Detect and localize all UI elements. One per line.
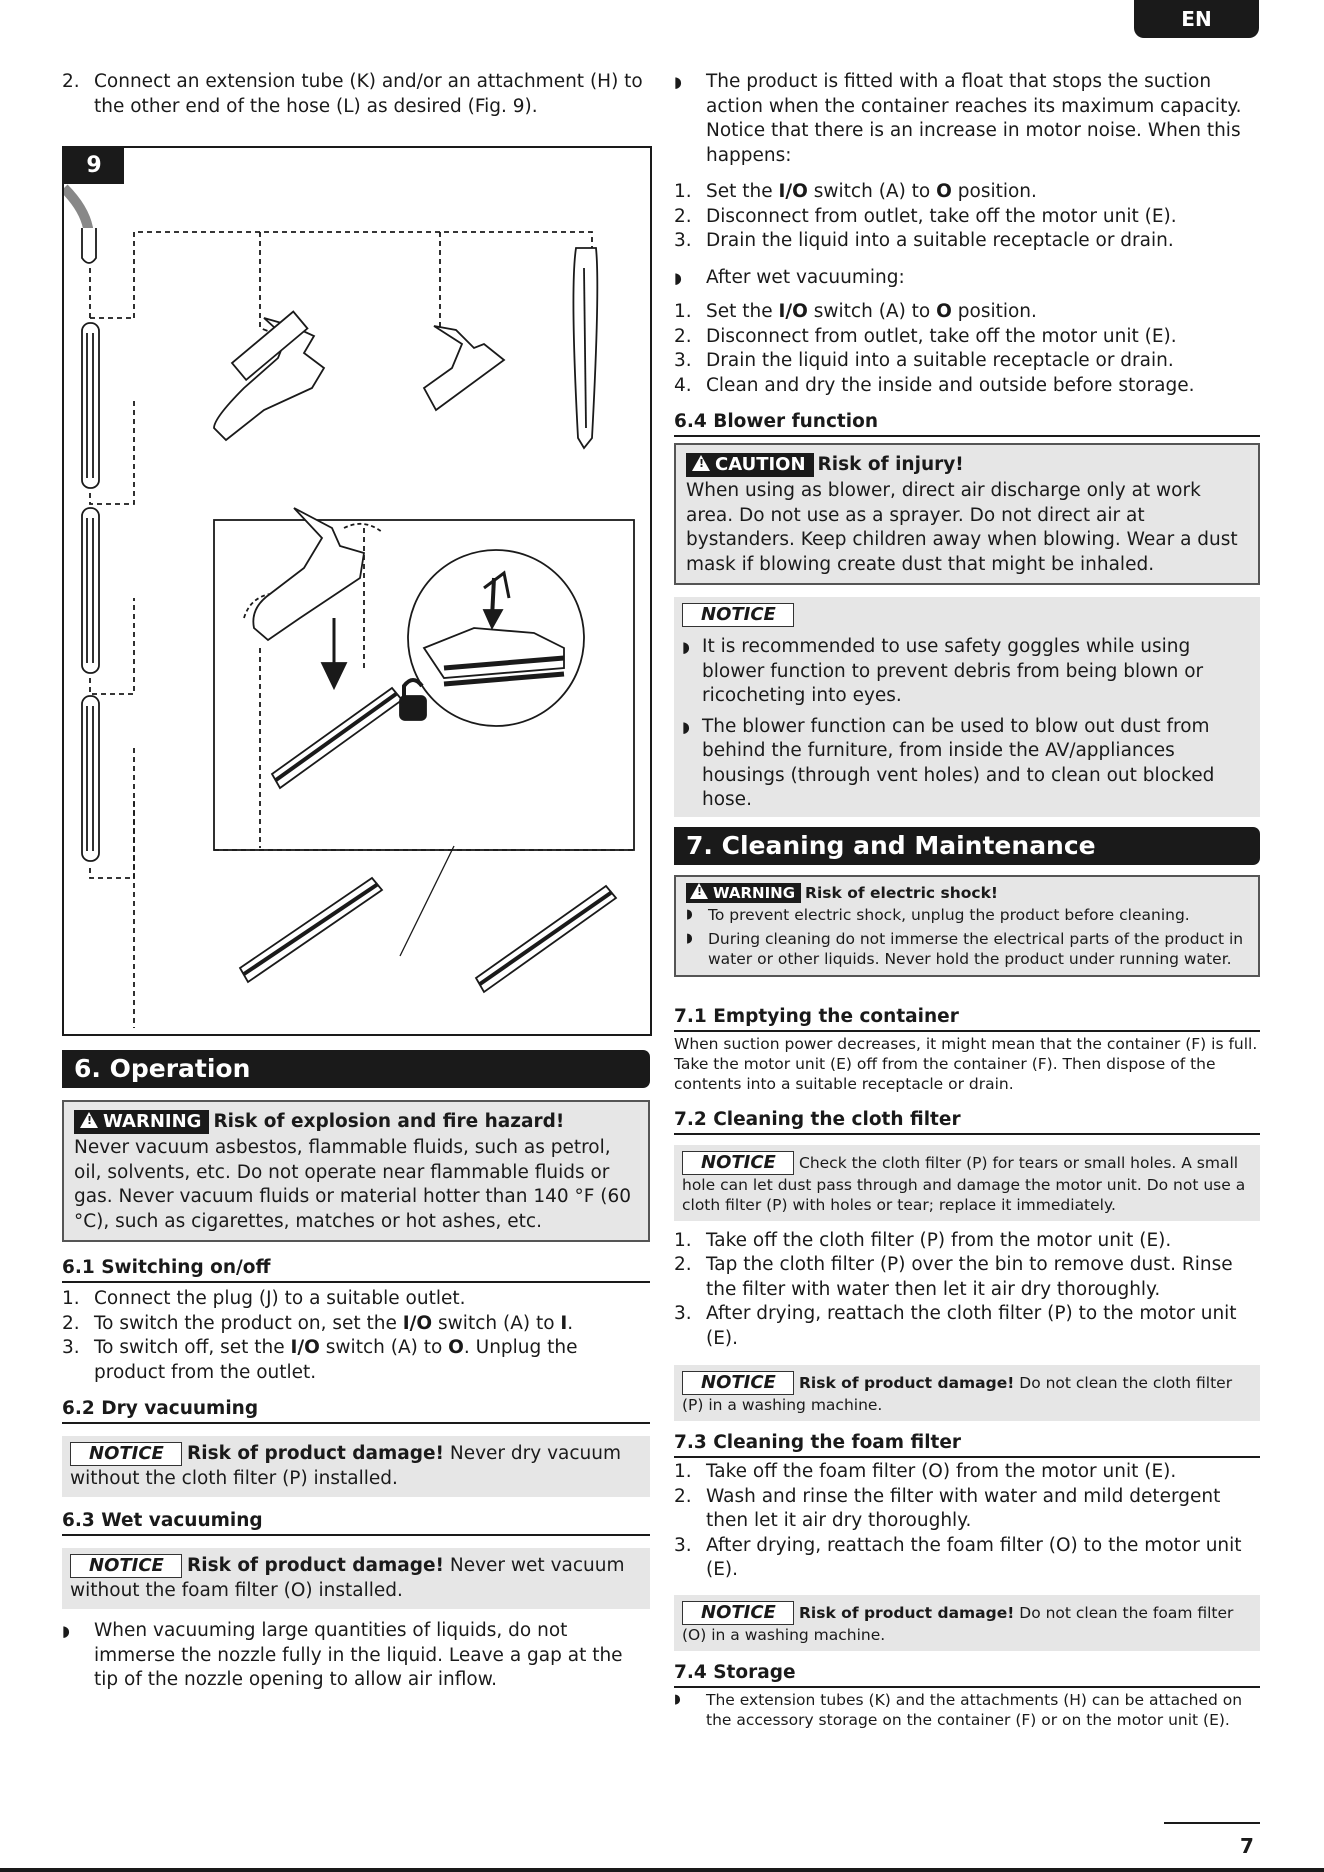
step-item: 2. To switch the product on, set the I/O switch (A) to I.: [62, 1312, 574, 1334]
step-item: 2. Wash and rinse the filter with water and mild detergent then let it air dry thoroughly.: [674, 1485, 1221, 1531]
heading-wet-vacuuming: 6.3 Wet vacuuming: [62, 1509, 650, 1536]
step-item: 3. To switch off, set the I/O switch (A) to O. Unplug the product from the outlet.: [62, 1337, 578, 1383]
caution-box-injury: !CAUTION Risk of injury! When using as blower, direct air discharge only at work area. Do not use as a sprayer. Do not direct air at bystanders. Keep children away when blowing. Wear a dust mask if blowing create dust that might be inhaled.: [674, 443, 1260, 585]
bullet-icon: ◗: [62, 1622, 70, 1640]
bullet-item: ◗ When vacuuming large quantities of liquids, do not immerse the nozzle fully in the liquid. Leave a gap at the tip of the nozzle opening to allow air inflow.: [62, 1619, 650, 1693]
step-item: 3. Drain the liquid into a suitable receptacle or drain.: [674, 230, 1174, 251]
notice-box-cloth: NOTICE Check the cloth filter (P) for tears or small holes. A small hole can let dust pass through and damage the motor unit. Do not use a cloth filter (P) with holes or tear; replace it immediately.: [674, 1145, 1260, 1221]
warning-box-shock: !WARNING Risk of electric shock! ◗ To prevent electric shock, unplug the product before cleaning. ◗ During cleaning do not immerse the electrical parts of the product in water or other liquids. Never hold the product under running water.: [674, 875, 1260, 977]
footer-rule: [1164, 1822, 1260, 1824]
notice-badge: NOTICE: [682, 1151, 794, 1175]
step-item: 1. Take off the cloth filter (P) from the motor unit (E).: [674, 1229, 1172, 1251]
bullet-item: ◗ The product is fitted with a float that stops the suction action when the container reaches its maximum capacity. Notice that there is an increase in motor noise. When this happens:: [674, 70, 1260, 168]
section-title-cleaning: 7. Cleaning and Maintenance: [674, 827, 1260, 865]
step-item: 1. Set the I/O switch (A) to O position.: [674, 181, 1037, 202]
warning-triangle-icon: [692, 455, 710, 471]
notice-badge: NOTICE: [682, 1371, 794, 1395]
notice-box-foam-damage: NOTICE Risk of product damage! Do not clean the foam filter (O) in a washing machine.: [674, 1595, 1260, 1651]
bullet-icon: ◗: [682, 717, 690, 736]
bullet-icon: ◗: [674, 1691, 681, 1707]
notice-badge: NOTICE: [682, 603, 794, 627]
cloth-steps: [674, 1229, 1260, 1352]
page-number: 7: [1240, 1834, 1254, 1858]
warning-triangle-icon: [690, 883, 708, 899]
heading-cloth-filter: 7.2 Cleaning the cloth filter: [674, 1108, 1260, 1135]
step-item: 2. Disconnect from outlet, take off the motor unit (E).: [674, 205, 1177, 227]
notice-box-cloth-damage: NOTICE Risk of product damage! Do not clean the cloth filter (P) in a washing machine.: [674, 1365, 1260, 1421]
step-item: 4. Clean and dry the inside and outside before storage.: [674, 374, 1195, 396]
bullet-item: ◗ To prevent electric shock, unplug the product before cleaning.: [686, 905, 1190, 924]
step-item: 1. Set the I/O switch (A) to O position.: [674, 301, 1037, 322]
notice-badge: NOTICE: [682, 1601, 794, 1625]
step-item: 2. Disconnect from outlet, take off the motor unit (E).: [674, 325, 1177, 347]
bullet-item: ◗ The blower function can be used to blow out dust from behind the furniture, from inside the AV/appliances housings (through vent holes) and to clean out blocked hose.: [682, 715, 1252, 813]
notice-badge: NOTICE: [70, 1442, 182, 1466]
nozzle-illustration: [64, 148, 650, 1034]
figure-number: 9: [64, 148, 124, 184]
step-item: 3. After drying, reattach the cloth filter (P) to the motor unit (E).: [674, 1303, 1237, 1349]
bullet-icon: ◗: [682, 638, 690, 656]
bullet-icon: ◗: [674, 268, 682, 287]
bullet-icon: ◗: [686, 930, 693, 946]
bullet-item: ◗ The extension tubes (K) and the attachments (H) can be attached on the accessory storage on the container (F) or on the motor unit (E).: [674, 1690, 1243, 1729]
step-item: 2. Tap the cloth filter (P) over the bin to remove dust. Rinse the filter with water then let it air dry thoroughly.: [674, 1254, 1233, 1300]
after-steps: [674, 300, 1260, 398]
left-column: [62, 70, 650, 1693]
foam-steps: [674, 1460, 1260, 1583]
switching-steps: [62, 1287, 650, 1385]
notice-box-wet: NOTICE Risk of product damage! Never wet vacuum without the foam filter (O) installed.: [62, 1548, 650, 1609]
warning-badge: !WARNING: [74, 1110, 209, 1134]
bottom-edge: [0, 1868, 1324, 1872]
notice-badge: NOTICE: [70, 1554, 182, 1578]
bullet-item: ◗ It is recommended to use safety goggles while using blower function to prevent debris from being blown or ricocheting into eyes.: [682, 635, 1252, 709]
heading-dry-vacuuming: 6.2 Dry vacuuming: [62, 1397, 650, 1424]
step-item: 3. After drying, reattach the foam filter (O) to the motor unit (E).: [674, 1534, 1242, 1580]
heading-storage: 7.4 Storage: [674, 1661, 1260, 1688]
heading-blower: 6.4 Blower function: [674, 410, 1260, 437]
step-item: 1. Connect the plug (J) to a suitable outlet.: [62, 1288, 466, 1309]
step-item: 2. Connect an extension tube (K) and/or an attachment (H) to the other end of the hose (L) as desired (Fig. 9).: [62, 71, 643, 117]
language-tab: EN: [1134, 0, 1259, 38]
bullet-item: ◗ During cleaning do not immerse the electrical parts of the product in water or other liquids. Never hold the product under running water.: [686, 929, 1244, 968]
heading-emptying: 7.1 Emptying the container: [674, 1005, 1260, 1032]
heading-foam-filter: 7.3 Cleaning the foam filter: [674, 1431, 1260, 1458]
right-column: ◗ The product is fitted with a float that stops the suction action when the container reaches its maximum capacity. Notice that there is an increase in motor noise. When this happens: 1. Set the I/O switch (A) to O position. 2. Disconnect from outlet, take off the motor unit (E). 3. Drain the liquid into a suitable receptacle or drain. ◗ After wet vacuuming: 1. Set the I/O switch (A) to O position. 2. Disconnect from outlet, take off the motor unit (E). 3. Drain the liquid into a suitable receptacle or drain. 4. Clean and dry the inside and outside before storage. 6.4 Blower function !CAUTION Risk of injury! When using as blower, direct air discharge only at work area. Do not use as a sprayer. Do not direct air at bystanders. Keep children away when blowing. Wear a dust mask if blowing create dust that might be inhaled. NOTICE ◗ It is recommended to use safety goggles while using blower function to prevent debris from being blown or ricocheting into eyes. ◗ The blower function can be used to blow out dust from behind the furniture, from inside the AV/appliances housings (through vent holes) and to clean out blocked hose. 7. Cleaning and Maintenance !WARNING Risk of electric shock! ◗ To prevent electric shock, unplug the product before cleaning. ◗ During cleaning do not immerse the electrical parts of the product in water or other liquids. Never hold the product under running water. 7.1 Emptying the container When suction power decreases, it might mean that the container (F) is full. Take the motor unit (E) off from the container (F). Then dispose of the contents into a suitable receptacle or drain. 7.2 Cleaning the cloth filter NOTICE Check the cloth filter (P) for tears or small holes. A small hole can let dust pass through and damage the motor unit. Do not use a cloth filter (P) with holes or tear; replace it immediately. 1. Take off the cloth filter (P) from the motor unit (E). 2. Tap the cloth filter (P) over the bin to remove dust. Rinse the filter with water then let it air dry thoroughly. 3. After drying, reattach the cloth filter (P) to the motor unit (E). NOTICE Risk of product damage! Do not clean the cloth filter (P) in a washing machine. 7.3 Cleaning the foam filter 1. Take off the foam filter (O) from the motor unit (E). 2. Wash and rinse the filter with water and mild detergent then let it air dry thoroughly. 3. After drying, reattach the foam filter (O) to the motor unit (E). NOTICE Risk of product damage! Do not clean the foam filter (O) in a washing machine. 7.4 Storage ◗ The extension tubes (K) and the attachments (H) can be attached on the accessory storage on the container (F) or on the motor unit (E).: [674, 70, 1260, 1730]
figure-9: [62, 146, 652, 1036]
warning-triangle-icon: [80, 1112, 98, 1128]
caution-badge: !CAUTION: [686, 453, 814, 477]
bullet-icon: ◗: [674, 73, 682, 91]
section-title-operation: 6. Operation: [62, 1050, 650, 1088]
step-item: 1. Take off the foam filter (O) from the motor unit (E).: [674, 1461, 1177, 1482]
step-item: 3. Drain the liquid into a suitable receptacle or drain.: [674, 350, 1174, 371]
warning-box-explosion: !WARNING Risk of explosion and fire hazard! Never vacuum asbestos, flammable fluids, such as petrol, oil, solvents, etc. Do not operate near flammable fluids or gas. Never vacuum fluids or material hotter than 140 °F (60 °C), such as cigarettes, matches or hot ashes, etc.: [62, 1100, 650, 1242]
intro-steps: [62, 70, 650, 119]
heading-switching: 6.1 Switching on/off: [62, 1256, 650, 1283]
notice-box-dry: NOTICE Risk of product damage! Never dry vacuum without the cloth filter (P) installed.: [62, 1436, 650, 1497]
warning-badge: !WARNING: [686, 883, 801, 903]
bullet-item: ◗ After wet vacuuming:: [674, 266, 1260, 291]
notice-box-blower: [674, 597, 1260, 817]
float-steps: [674, 180, 1260, 254]
bullet-icon: ◗: [686, 906, 693, 922]
